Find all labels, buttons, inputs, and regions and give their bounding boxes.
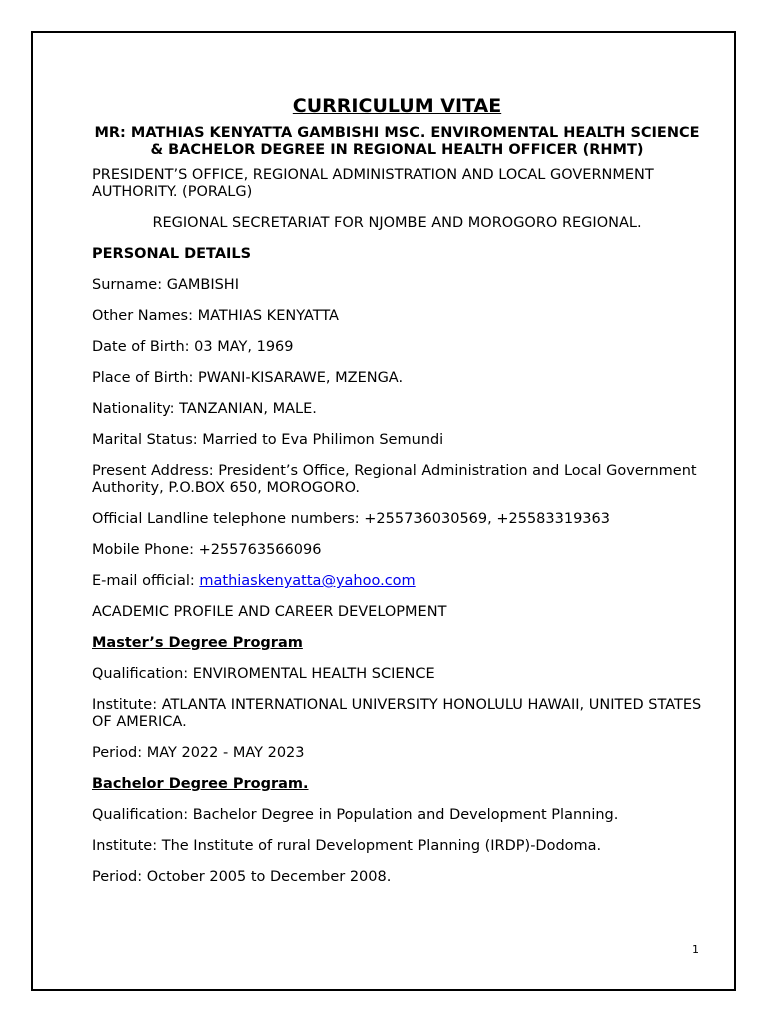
document-subtitle: MR: MATHIAS KENYATTA GAMBISHI MSC. ENVIROMENTAL HEALTH SCIENCE & BACHELOR DEGREE IN REGIONAL HEALTH OFFICER (RHMT) bbox=[94, 125, 700, 158]
landline-line: Official Landline telephone numbers: +255736030569, +25583319363 bbox=[92, 511, 610, 527]
email-line bbox=[92, 573, 702, 590]
page-number: 1 bbox=[692, 943, 699, 956]
present-address-line: Present Address: President’s Office, Regional Administration and Local Government Authority, P.O.BOX 650, MOROGORO. bbox=[92, 463, 697, 496]
secretariat-line: REGIONAL SECRETARIAT FOR NJOMBE AND MOROGORO REGIONAL. bbox=[152, 215, 642, 231]
masters-heading: Master’s Degree Program bbox=[92, 635, 303, 651]
bachelor-period-line: Period: October 2005 to December 2008. bbox=[92, 869, 392, 885]
nationality-line: Nationality: TANZANIAN, MALE. bbox=[92, 401, 317, 417]
document-body bbox=[92, 95, 702, 900]
marital-status-line: Marital Status: Married to Eva Philimon Semundi bbox=[92, 432, 444, 448]
document-page bbox=[31, 31, 736, 991]
bachelor-heading: Bachelor Degree Program. bbox=[92, 776, 309, 792]
academic-heading: ACADEMIC PROFILE AND CAREER DEVELOPMENT bbox=[92, 604, 447, 620]
masters-qualification-line: Qualification: ENVIROMENTAL HEALTH SCIENCE bbox=[92, 666, 435, 682]
surname-line: Surname: GAMBISHI bbox=[92, 277, 239, 293]
masters-period-line: Period: MAY 2022 - MAY 2023 bbox=[92, 745, 305, 761]
mobile-line: Mobile Phone: +255763566096 bbox=[92, 542, 322, 558]
date-of-birth-line: Date of Birth: 03 MAY, 1969 bbox=[92, 339, 294, 355]
office-line: PRESIDENT’S OFFICE, REGIONAL ADMINISTRATION AND LOCAL GOVERNMENT AUTHORITY. (PORALG) bbox=[92, 167, 654, 200]
bachelor-institute-line: Institute: The Institute of rural Development Planning (IRDP)-Dodoma. bbox=[92, 838, 602, 854]
email-label: E-mail official: bbox=[92, 573, 200, 589]
document-title: CURRICULUM VITAE bbox=[292, 95, 502, 117]
email-link[interactable]: mathiaskenyatta@yahoo.com bbox=[199, 573, 416, 589]
personal-details-heading: PERSONAL DETAILS bbox=[92, 246, 252, 262]
place-of-birth-line: Place of Birth: PWANI-KISARAWE, MZENGA. bbox=[92, 370, 404, 386]
bachelor-qualification-line: Qualification: Bachelor Degree in Population and Development Planning. bbox=[92, 807, 619, 823]
other-names-line: Other Names: MATHIAS KENYATTA bbox=[92, 308, 339, 324]
masters-institute-line: Institute: ATLANTA INTERNATIONAL UNIVERSITY HONOLULU HAWAII, UNITED STATES OF AMERICA. bbox=[92, 697, 702, 730]
